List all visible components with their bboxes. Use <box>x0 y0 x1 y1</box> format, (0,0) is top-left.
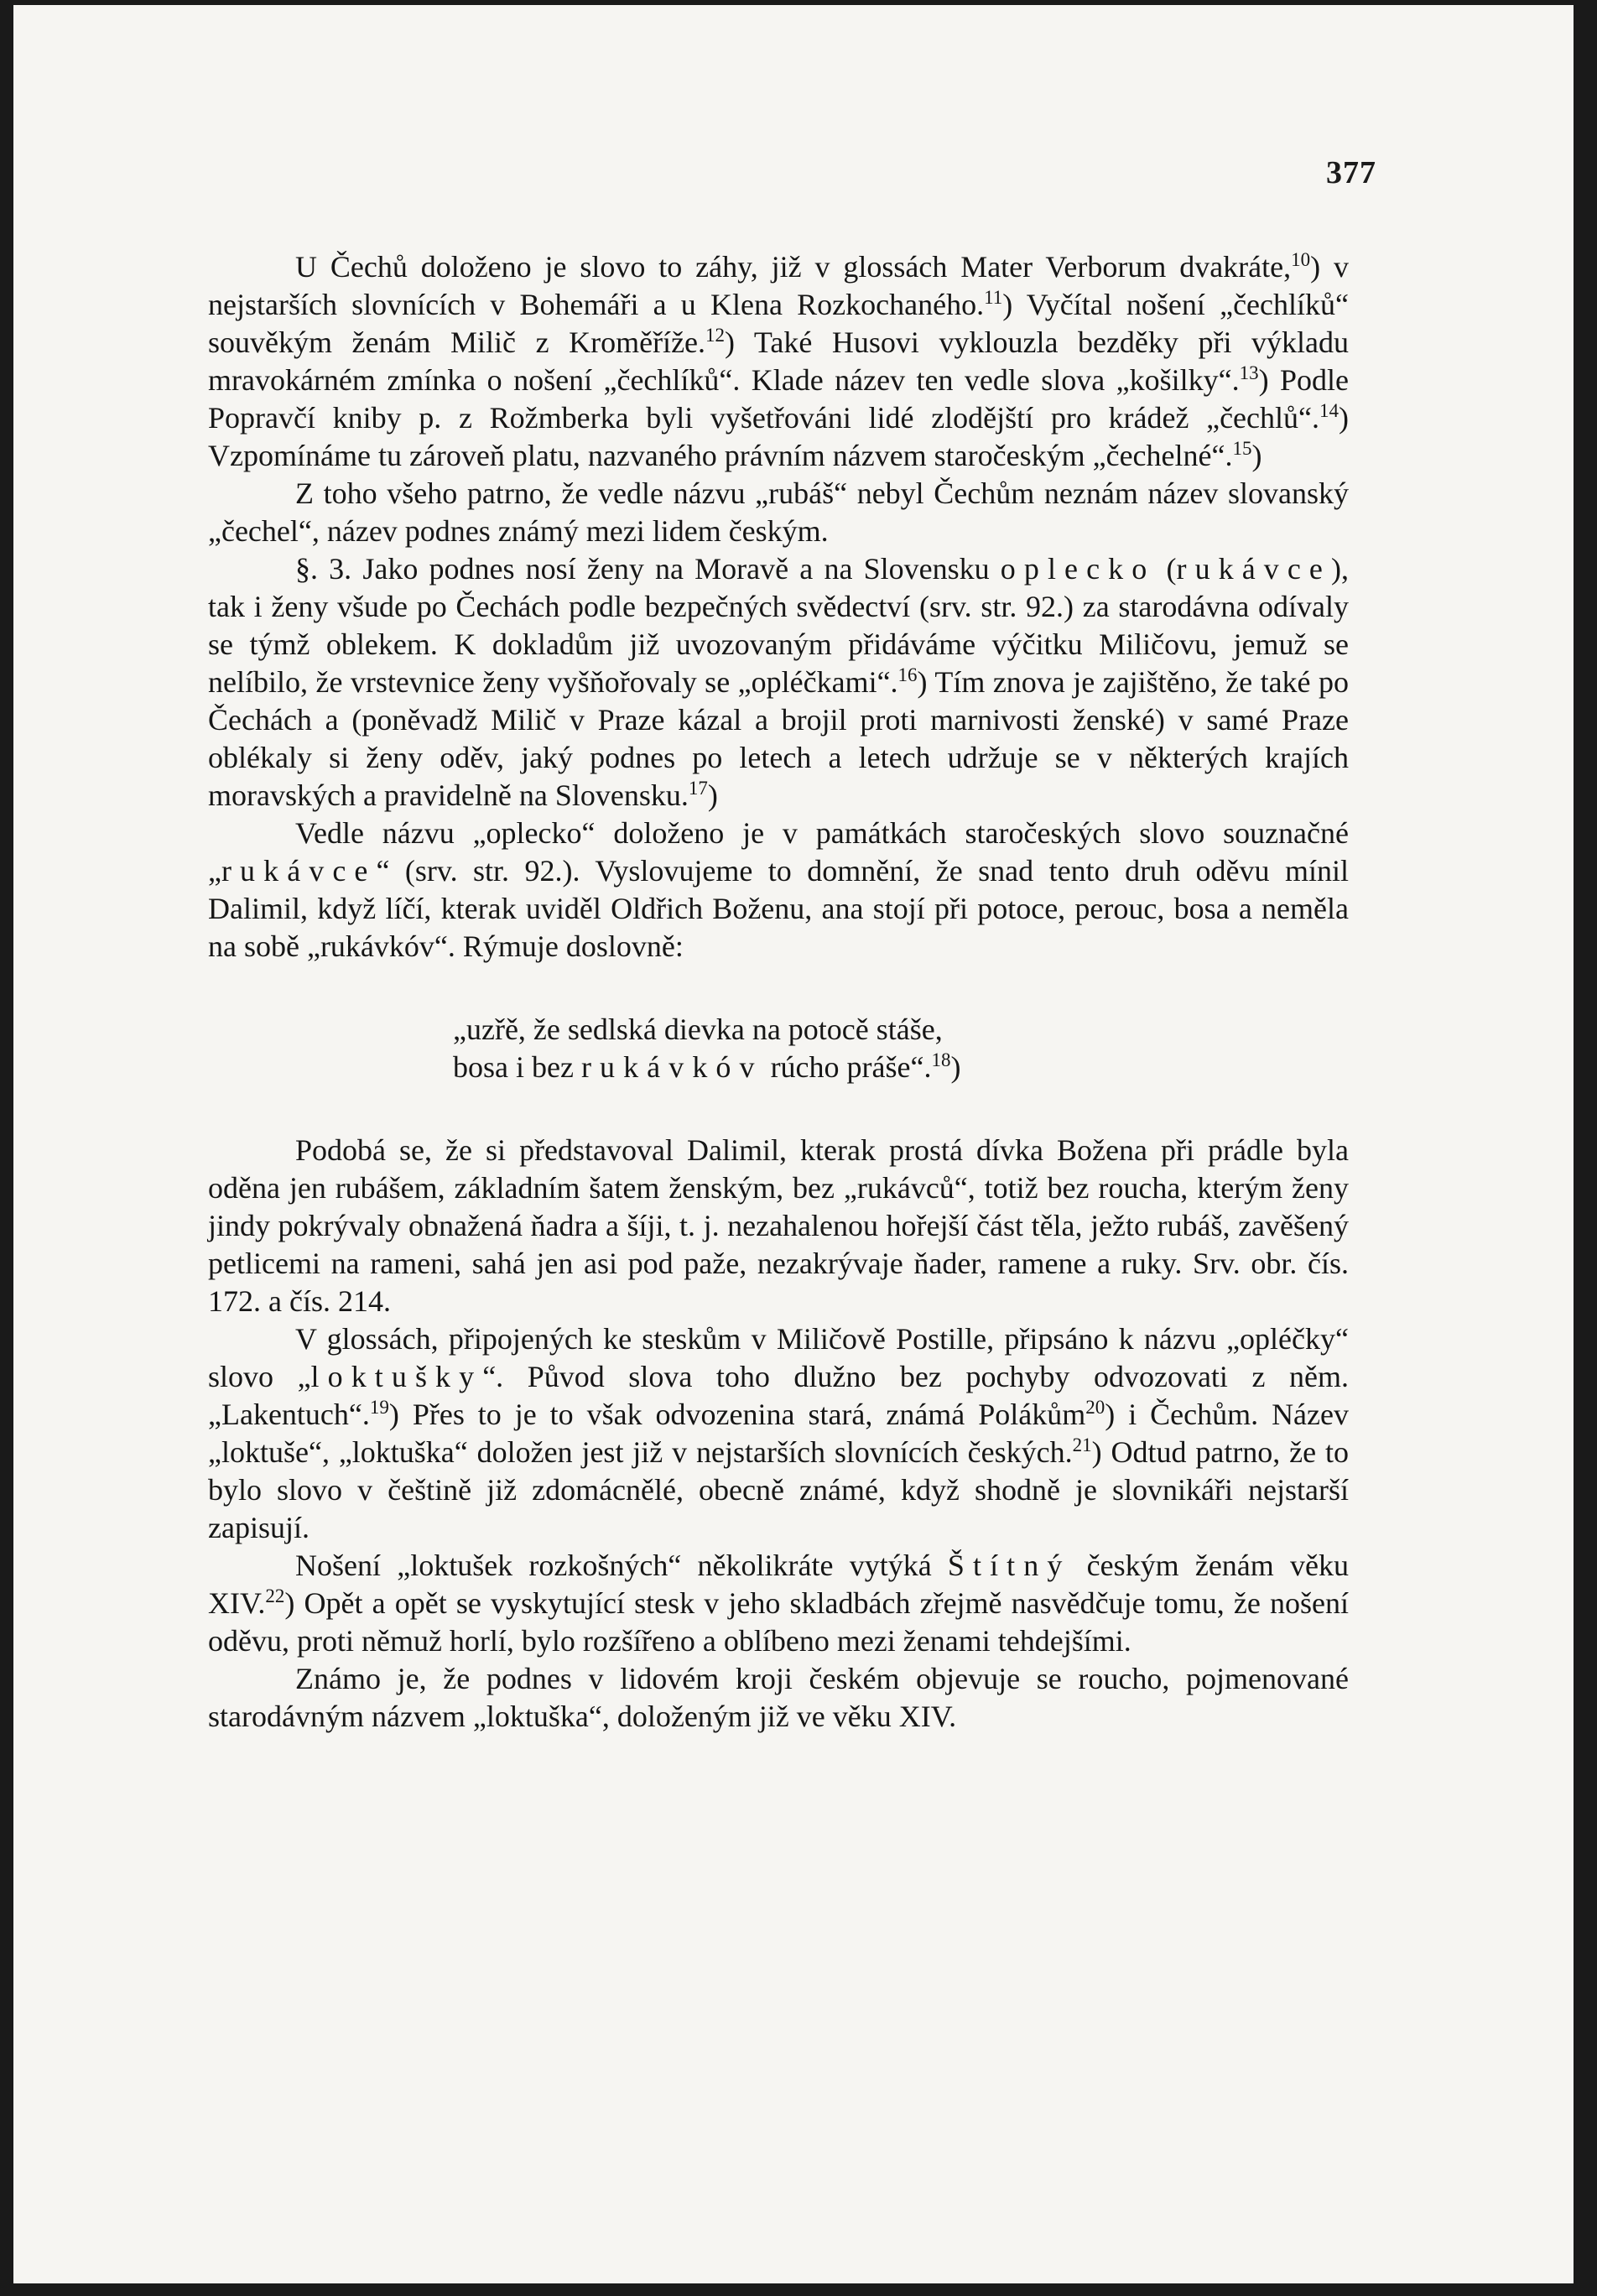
spaced-term: rukávkóv <box>580 1050 763 1084</box>
paragraph-2: Z toho všeho patrno, že vedle názvu „rubáš“ nebyl Čechům neznám název slovanský „čechel“, název podnes známý mezi lidem českým. <box>208 476 1349 548</box>
body-text <box>208 248 1349 1736</box>
footnote-ref: 13 <box>1239 362 1259 383</box>
verse-line-1: „uzřě, že sedlská dievka na potocě stáše, <box>453 1013 943 1046</box>
footnote-ref: 14 <box>1319 400 1339 421</box>
paragraph-8: Známo je, že podnes v lidovém kroji českém objevuje se roucho, pojmenované starodávným názvem „loktuška“, doloženým již ve věku XIV. <box>208 1662 1349 1733</box>
footnote-ref: 21 <box>1072 1434 1092 1455</box>
paragraph-4: Vedle názvu „oplecko“ doloženo je v památkách staročeských slovo souznačné „rukávce“ (srv. str. 92.). Vyslovujeme to domnění, že snad tento druh oděvu mínil Dalimil, když líčí, kterak uviděl Oldřich Boženu, ana stojí při potoce, perouc, bosa a neměla na sobě „rukávkóv“. Rýmuje doslovně: <box>208 816 1349 963</box>
spaced-term: rukávce <box>1176 552 1331 586</box>
spaced-term: rukávce <box>221 854 377 888</box>
verse-line-2: bosa i bez rukávkóv rúcho práše“.$^{18}$) <box>453 1049 961 1084</box>
footnote-ref: 18 <box>931 1049 951 1070</box>
paragraph-7: Nošení „loktušek rozkošných“ několikráte vytýká Štítný českým ženám věku XIV.$^{22}$) Opět a opět se vyskytující stesk v jeho skladbách zřejmě nasvědčuje tomu, že nošení oděvu, proti němuž horlí, bylo rozšířeno a oblíbeno mezi ženami tehdejšími. <box>208 1549 1349 1658</box>
paragraph-6: V glossách, připojených ke steskům v Miličově Postille, připsáno k názvu „opléčky“ slovo „loktušky“. Původ slova toho dlužno bez pochyby odvozovati z něm. „Lakentuch“.$^{19}$) Přes to je to však odvozenina stará, známá Polákům$^{20}$) i Čechům. Název „loktuše“, „loktuška“ doložen jest již v nejstarších slovnících českých.$^{21}$) Odtud patrno, že to bylo slovo v češtině již zdomácnělé, obecně známé, když shodně je slovnikáři nejstarší zapisují. <box>208 1322 1349 1544</box>
footnote-ref: 22 <box>265 1585 285 1606</box>
footnote-ref: 15 <box>1232 438 1252 459</box>
footnote-ref: 20 <box>1085 1397 1105 1418</box>
spaced-term: loktušky <box>310 1360 483 1393</box>
page-number: 377 <box>1326 155 1376 190</box>
verse-quote <box>453 1011 1349 1086</box>
footnote-ref: 12 <box>705 325 726 346</box>
footnote-ref: 11 <box>984 287 1003 308</box>
paragraph-3: §. 3. Jako podnes nosí ženy na Moravě a na Slovensku oplecko (rukávce), tak i ženy všude po Čechách podle bezpečných svědectví (srv. str. 92.) za starodávna odívaly se týmž oblekem. K dokladům již uvozovaným přidáváme výčitku Miličovu, jemuž se nelíbilo, že vrstevnice ženy vyšňořovaly se „opléčkami“.$^{16}$) Tím znova je zajištěno, že také po Čechách a (poněvadž Milič v Praze kázal a brojil proti marnivosti ženské) v samé Praze oblékaly si ženy oděv, jaký podnes po letech a letech udržuje se v některých krajích moravských a pravidelně na Slovensku.$^{17}$) <box>208 552 1349 812</box>
footnote-ref: 17 <box>688 778 708 799</box>
paragraph-5: Podobá se, že si představoval Dalimil, kterak prostá dívka Božena při prádle byla oděna jen rubášem, základním šatem ženským, bez „rukávců“, totiž bez roucha, kterým ženy jindy pokrývaly obnažená ňadra a šíji, t. j. nezahalenou hořejší část těla, ježto rubáš, zavěšený petlicemi na rameni, sahá jen asi pod paže, nezakrývaje ňader, ramene a ruky. Srv. obr. čís. 172. a čís. 214. <box>208 1133 1349 1318</box>
book-page <box>13 5 1574 2283</box>
spaced-term: Štítný <box>947 1549 1071 1582</box>
footnote-ref: 19 <box>369 1397 389 1418</box>
footnote-ref: 10 <box>1291 249 1311 270</box>
paragraph-1: U Čechů doloženo je slovo to záhy, již v glossách Mater Verborum dvakráte,$^{10}$) v nejstarších slovnících v Bohemáři a u Klena Rozkochaného.$^{11}$) Vyčítal nošení „čechlíků“ souvěkým ženám Milič z Kroměříže.$^{12}$) Také Husovi vyklouzla bezděky při výkladu mravokárném zmínka o nošení „čechlíků“. Klade název ten vedle slova „košilky“.$^{13}$) Podle Popravčí kniby p. z Rožmberka byli vyšetřováni lidé zlodějští pro krádež „čechlů“.$^{14}$) Vzpomínáme tu zároveň platu, nazvaného právním názvem staročeským „čechelné“.$^{15}$) <box>208 249 1349 472</box>
spaced-term: oplecko <box>1000 552 1156 586</box>
footnote-ref: 16 <box>897 664 918 685</box>
